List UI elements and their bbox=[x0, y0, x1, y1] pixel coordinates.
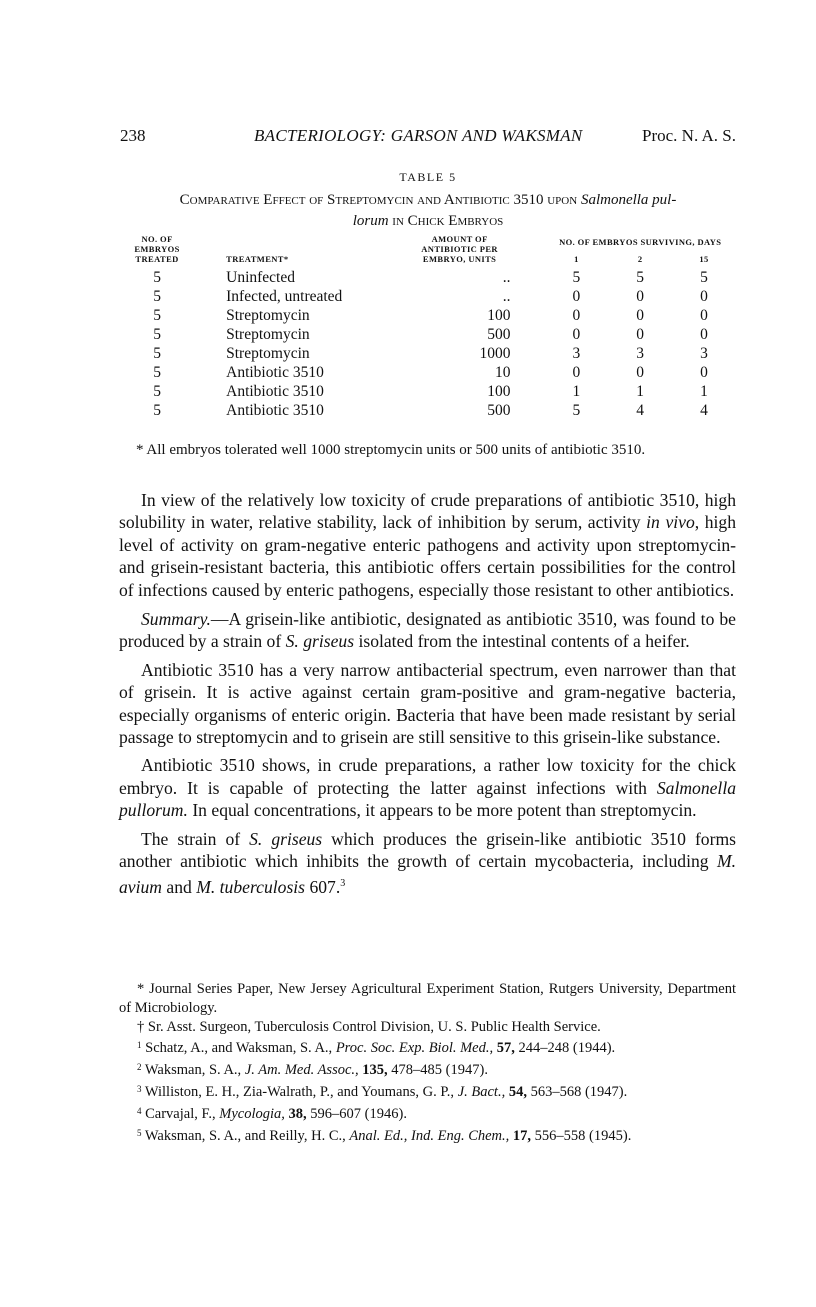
body-text bbox=[119, 489, 736, 904]
cell-treatment: Infected, untreated bbox=[226, 288, 343, 305]
cell-day-2: 0 bbox=[636, 326, 645, 343]
table-row bbox=[120, 344, 736, 363]
footnote: $^4$ Carvajal, F., Mycologia, 38, 596–607 (1946). bbox=[137, 1105, 407, 1122]
reference-mark: 3 bbox=[340, 877, 346, 889]
cell-treatment: Antibiotic 3510 bbox=[226, 364, 324, 381]
cell-amount: 100 bbox=[487, 383, 511, 400]
results-table bbox=[120, 234, 736, 420]
table-row bbox=[120, 325, 736, 344]
cell-embryos: 5 bbox=[153, 288, 161, 305]
cell-day-15: 0 bbox=[700, 307, 708, 324]
cell-day-1: 0 bbox=[572, 307, 581, 324]
cell-amount: 100 bbox=[487, 307, 511, 324]
cell-day-2: 1 bbox=[636, 383, 645, 400]
cell-embryos: 5 bbox=[153, 326, 161, 343]
footnote: † Sr. Asst. Surgeon, Tuberculosis Control Division, U. S. Public Health Service. bbox=[137, 1018, 601, 1035]
cell-day-15: 5 bbox=[700, 269, 708, 286]
table-row bbox=[120, 401, 736, 420]
cell-amount: 500 bbox=[487, 402, 511, 419]
caption-line1-italic: Salmonella pul- bbox=[580, 192, 677, 208]
paragraph: In view of the relatively low toxicity of crude preparations of antibiotic 3510, high solubility in water, relative stability, lack of inhibition by serum, activity in vivo, high level of activity on gram-negative enteric pathogens and activity upon streptomycin- and grisein-resistant bacteria, this antibiotic offers certain possibilities for the control of infections caused by enteric pathogens, especially those resistant to other antibiotics. bbox=[119, 490, 737, 600]
cell-day-1: 3 bbox=[572, 345, 581, 362]
cell-embryos: 5 bbox=[153, 345, 161, 362]
cell-day-1: 5 bbox=[572, 269, 581, 286]
cell-day-15: 4 bbox=[700, 402, 708, 419]
table-row bbox=[120, 306, 736, 325]
table-label: TABLE 5 bbox=[399, 170, 457, 184]
cell-day-2: 0 bbox=[636, 307, 645, 324]
footnote: * Journal Series Paper, New Jersey Agricultural Experiment Station, Rutgers University, Department of Microbiology. bbox=[119, 981, 736, 1016]
page-header bbox=[120, 126, 736, 150]
paragraph-summary: Summary.—A grisein-like antibiotic, designated as antibiotic 3510, was found to be produced by a strain of S. griseus isolated from the intestinal contents of a heifer. bbox=[119, 609, 736, 652]
footnote: $^3$ Williston, E. H., Zia-Walrath, P., and Youmans, G. P., J. Bact., 54, 563–568 (1947). bbox=[137, 1083, 628, 1100]
cell-amount: .. bbox=[502, 288, 511, 305]
cell-day-2: 5 bbox=[636, 269, 645, 286]
table-caption bbox=[120, 190, 736, 232]
cell-day-2: 0 bbox=[636, 364, 645, 381]
table-footnote: * All embryos tolerated well 1000 streptomycin units or 500 units of antibiotic 3510. bbox=[136, 442, 646, 458]
cell-day-15: 0 bbox=[700, 288, 708, 305]
footnotes bbox=[119, 980, 736, 1145]
col-header-day-1: 1 bbox=[574, 254, 579, 264]
cell-treatment: Antibiotic 3510 bbox=[226, 383, 324, 400]
cell-amount: .. bbox=[502, 269, 511, 286]
cell-amount: 10 bbox=[495, 364, 511, 381]
footnote: $^2$ Waksman, S. A., J. Am. Med. Assoc., 135, 478–485 (1947). bbox=[137, 1062, 488, 1079]
col-header-day-2: 2 bbox=[637, 254, 643, 264]
caption-line1: Comparative Effect of Streptomycin and Antibiotic 3510 upon bbox=[179, 192, 578, 208]
cell-day-1: 0 bbox=[572, 364, 581, 381]
cell-day-15: 0 bbox=[700, 326, 708, 343]
cell-day-15: 0 bbox=[700, 364, 708, 381]
cell-day-1: 5 bbox=[572, 402, 581, 419]
cell-amount: 1000 bbox=[479, 345, 511, 362]
col-header-amount: AMOUNT OF ANTIBIOTIC PER EMBRYO, UNITS bbox=[421, 234, 498, 264]
cell-day-15: 3 bbox=[700, 345, 708, 362]
table-row bbox=[120, 268, 736, 287]
footnote: $^5$ Waksman, S. A., and Reilly, H. C., Anal. Ed., Ind. Eng. Chem., 17, 556–558 (1945). bbox=[137, 1127, 632, 1144]
cell-embryos: 5 bbox=[153, 383, 161, 400]
cell-day-1: 1 bbox=[572, 383, 581, 400]
table-row bbox=[120, 382, 736, 401]
table-row bbox=[120, 287, 736, 306]
caption-line2-italic: lorum bbox=[352, 213, 389, 229]
cell-treatment: Streptomycin bbox=[226, 307, 310, 324]
paragraph: Antibiotic 3510 has a very narrow antibacterial spectrum, even narrower than that of grisein. It is active against certain gram-positive and gram-negative bacteria, especially organisms of enteric origin. Bacteria that have been made resistant by serial passage to streptomycin and to grisein are still sensitive to this grisein-like substance. bbox=[119, 659, 736, 748]
cell-day-2: 0 bbox=[636, 288, 645, 305]
cell-embryos: 5 bbox=[153, 402, 161, 419]
cell-embryos: 5 bbox=[153, 307, 161, 324]
cell-day-2: 3 bbox=[636, 345, 645, 362]
table-row bbox=[120, 363, 736, 382]
footnote: $^1$ Schatz, A., and Waksman, S. A., Proc. Soc. Exp. Biol. Med., 57, 244–248 (1944). bbox=[137, 1040, 616, 1057]
running-title: BACTERIOLOGY: GARSON AND WAKSMAN bbox=[254, 126, 583, 145]
col-header-embryos: NO. OF EMBRYOS TREATED bbox=[134, 234, 180, 264]
cell-treatment: Streptomycin bbox=[226, 326, 310, 343]
cell-day-15: 1 bbox=[700, 383, 708, 400]
col-header-day-15: 15 bbox=[699, 254, 709, 264]
cell-day-1: 0 bbox=[572, 288, 581, 305]
page-number: 238 bbox=[120, 126, 146, 145]
caption-line2: in Chick Embryos bbox=[392, 213, 504, 229]
paragraph: Antibiotic 3510 shows, in crude preparations, a rather low toxicity for the chick embryo. It is capable of protecting the latter against infections with Salmonella pullorum. In equal concentrations, it appears to be more potent than streptomycin. bbox=[119, 755, 737, 821]
journal-name: Proc. N. A. S. bbox=[642, 126, 736, 145]
cell-treatment: Antibiotic 3510 bbox=[226, 402, 324, 419]
col-header-treatment: TREATMENT* bbox=[226, 254, 289, 264]
cell-day-1: 0 bbox=[572, 326, 581, 343]
cell-embryos: 5 bbox=[153, 364, 161, 381]
paragraph: The strain of S. griseus which produces the grisein-like antibiotic 3510 forms another antibiotic which inhibits the growth of certain mycobacteria, including M. avium and M. tuberculosis 607.$^3$ bbox=[119, 828, 736, 897]
cell-amount: 500 bbox=[487, 326, 511, 343]
cell-day-2: 4 bbox=[636, 402, 645, 419]
summary-label: Summary. bbox=[141, 609, 211, 630]
cell-treatment: Uninfected bbox=[226, 269, 295, 286]
cell-embryos: 5 bbox=[153, 269, 161, 286]
col-header-surviving: NO. OF EMBRYOS SURVIVING, DAYS bbox=[559, 237, 722, 247]
cell-treatment: Streptomycin bbox=[226, 345, 310, 362]
